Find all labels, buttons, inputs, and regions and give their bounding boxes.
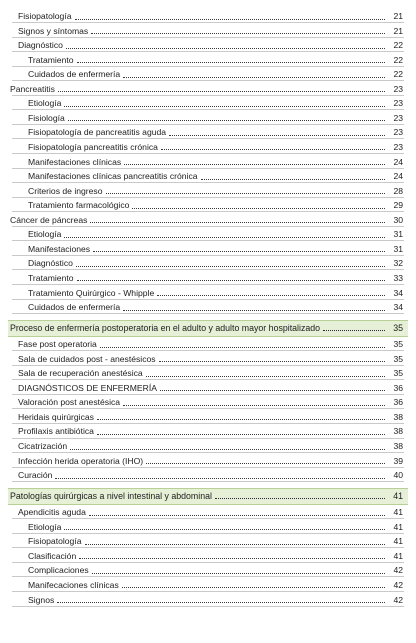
dot-leader <box>92 573 385 574</box>
toc-entry-curacion[interactable] <box>0 467 416 481</box>
dot-leader <box>132 208 385 209</box>
toc-entry-title: Valoración post anestésica <box>18 397 121 408</box>
toc-entry-title: Tratamiento <box>28 272 74 283</box>
toc-entry-title: Fisiología <box>28 112 65 123</box>
dot-leader <box>93 251 385 252</box>
toc-entry-title: Curación <box>18 470 53 481</box>
toc-entry-page-number: 23 <box>393 112 403 123</box>
toc-entry-etiologia[interactable] <box>0 519 416 533</box>
toc-entry-fase-post-operatoria[interactable] <box>0 336 416 350</box>
dot-leader <box>124 164 385 165</box>
toc-entry-title: Criterios de ingreso <box>28 185 103 196</box>
dot-leader <box>146 463 385 464</box>
dot-leader <box>123 310 385 311</box>
toc-entry-cuidados-de-enfermeria[interactable] <box>0 299 416 313</box>
row-divider <box>12 313 404 314</box>
toc-entry-signos[interactable] <box>0 592 416 606</box>
toc-entry-valoracion-post-anestesica[interactable] <box>0 394 416 408</box>
toc-entry-page-number: 36 <box>393 382 403 393</box>
toc-entry-complicaciones[interactable] <box>0 562 416 576</box>
toc-entry-page-number: 32 <box>393 258 403 269</box>
dot-leader <box>161 149 385 150</box>
toc-entry-title: Signos <box>28 594 55 605</box>
toc-entry-title: Signos y síntomas <box>18 25 89 36</box>
toc-entry-page-number: 31 <box>393 229 403 240</box>
dot-leader <box>79 558 385 559</box>
dot-leader <box>77 280 385 281</box>
dot-leader <box>201 179 385 180</box>
dot-leader <box>169 135 385 136</box>
row-divider <box>12 606 404 607</box>
dot-leader <box>90 222 385 223</box>
toc-entry-page-number: 41 <box>393 550 403 561</box>
toc-entry-page-number: 39 <box>393 455 403 466</box>
toc-entry-page-number: 28 <box>393 185 403 196</box>
toc-entry-page-number: 34 <box>393 302 403 312</box>
dot-leader <box>76 266 385 267</box>
toc-entry-sala-de-cuidados-post-anestesicos[interactable] <box>0 351 416 365</box>
toc-entry-manifestaciones[interactable] <box>0 241 416 255</box>
dot-leader <box>64 106 385 107</box>
dot-leader <box>58 91 385 92</box>
toc-entry-title: Manifecaciones clínicas <box>28 579 119 590</box>
toc-entry-title: Cuidados de enfermería <box>28 302 121 312</box>
toc-entry-page-number: 41 <box>393 490 403 501</box>
toc-entry-title: Profilaxis antibiótica <box>18 426 94 437</box>
dot-leader <box>64 237 385 238</box>
toc-entry-title: Fisiopatología pancreatitis crónica <box>28 141 158 152</box>
toc-entry-infeccion-herida-operatoria-iho[interactable] <box>0 453 416 467</box>
toc-entry-title: Cáncer de páncreas <box>10 214 88 225</box>
toc-entry-page-number: 29 <box>393 200 403 211</box>
toc-entry-tratamiento-quirurgico-whipple[interactable] <box>0 285 416 299</box>
dot-leader <box>89 515 385 516</box>
toc-entry-fisiopatologia[interactable] <box>0 533 416 547</box>
toc-entry-page-number: 21 <box>393 25 403 36</box>
toc-entry-profilaxis-antibiotica[interactable] <box>0 423 416 437</box>
toc-entry-title: Fase post operatoria <box>18 339 97 350</box>
toc-entry-page-number: 38 <box>393 426 403 437</box>
dot-leader <box>323 330 385 331</box>
toc-entry-manifestaciones-clinicas-pancreatitis-cr[interactable] <box>0 168 416 182</box>
toc-entry-page-number: 23 <box>393 83 403 94</box>
toc-entry-page-number: 35 <box>393 368 403 379</box>
toc-section-patologias-quirurgicas-a-nivel-intestina[interactable] <box>0 488 416 502</box>
toc-entry-title: Tratamiento <box>28 54 74 65</box>
dot-leader <box>100 347 385 348</box>
toc-entry-title: Tratamiento farmacológico <box>28 200 130 211</box>
toc-entry-diagnostico[interactable] <box>0 255 416 269</box>
toc-entry-cancer-de-pancreas[interactable] <box>0 212 416 226</box>
toc-entry-title: Heridais quirúrgicas <box>18 411 94 422</box>
dot-leader <box>160 390 385 391</box>
toc-entry-page-number: 23 <box>393 127 403 138</box>
toc-entry-page-number: 42 <box>393 579 403 590</box>
row-divider <box>12 481 404 482</box>
toc-entry-title: Pancreatitis <box>10 83 55 94</box>
toc-entry-clasificacion[interactable] <box>0 548 416 562</box>
toc-entry-etiologia[interactable] <box>0 95 416 109</box>
toc-entry-page-number: 22 <box>393 40 403 51</box>
toc-entry-cuidados-de-enfermeria[interactable] <box>0 66 416 80</box>
toc-entry-title: Apendicitis aguda <box>18 507 86 518</box>
toc-entry-fisiopatologia[interactable] <box>0 8 416 22</box>
dot-leader <box>106 193 385 194</box>
toc-entry-title: Cicatrización <box>18 441 68 451</box>
dot-leader <box>55 478 385 479</box>
toc-entry-page-number: 24 <box>393 156 403 167</box>
toc-entry-page-number: 35 <box>393 339 403 350</box>
toc-entry-page-number: 35 <box>393 353 403 364</box>
toc-entry-sala-de-recuperacion-anestesica[interactable] <box>0 365 416 379</box>
dot-leader <box>215 498 385 499</box>
toc-entry-title: DIAGNÓSTICOS DE ENFERMERÍA <box>18 382 157 393</box>
toc-entry-page-number: 36 <box>393 397 403 408</box>
toc-entry-title: Etiología <box>28 98 62 109</box>
dot-leader <box>123 77 385 78</box>
toc-entry-page-number: 38 <box>393 411 403 422</box>
dot-leader <box>159 361 385 362</box>
dot-leader <box>66 48 385 49</box>
toc-entry-title: Etiología <box>28 521 62 532</box>
dot-leader <box>91 33 385 34</box>
toc-entry-title: Fisiopatología de pancreatitis aguda <box>28 127 167 138</box>
dot-leader <box>97 434 385 435</box>
toc-entry-criterios-de-ingreso[interactable] <box>0 183 416 197</box>
dot-leader <box>75 19 385 20</box>
toc-entry-title: Manifestaciones clínicas pancreatitis crónica <box>28 171 198 182</box>
toc-entry-tratamiento[interactable] <box>0 270 416 284</box>
toc-entry-page-number: 22 <box>393 69 403 80</box>
toc-entry-pancreatitis[interactable] <box>0 81 416 95</box>
toc-entry-manifecaciones-clinicas[interactable] <box>0 577 416 591</box>
toc-entry-title: Proceso de enfermería postoperatoria en el adulto y adulto mayor hospitalizado <box>10 322 321 333</box>
dot-leader <box>97 419 385 420</box>
toc-entry-apendicitis-aguda[interactable] <box>0 504 416 518</box>
toc-entry-diagnostico[interactable] <box>0 37 416 51</box>
toc-entry-page-number: 24 <box>393 171 403 182</box>
toc-entry-page-number: 40 <box>393 470 403 481</box>
toc-entry-page-number: 21 <box>393 11 403 21</box>
toc-entry-page-number: 31 <box>393 243 403 254</box>
toc-entry-signos-y-sintomas[interactable] <box>0 23 416 37</box>
toc-entry-cicatrizacion[interactable] <box>0 438 416 452</box>
toc-entry-heridais-quirurgicas[interactable] <box>0 409 416 423</box>
toc-entry-diagnosticos-de-enfermeria[interactable] <box>0 380 416 394</box>
toc-entry-title: Patologías quirúrgicas a nivel intestinal y abdominal <box>10 490 212 501</box>
toc-entry-title: Diagnóstico <box>28 258 73 269</box>
toc-entry-title: Manifestaciones clínicas <box>28 156 122 167</box>
toc-entry-page-number: 33 <box>393 272 403 283</box>
toc-entry-title: Fisiopatología <box>28 536 82 547</box>
toc-entry-title: Clasificación <box>28 550 77 561</box>
toc-entry-title: Fisiopatología <box>18 11 72 21</box>
toc-entry-title: Tratamiento Quirúrgico - Whipple <box>28 287 155 298</box>
toc-entry-page-number: 41 <box>393 521 403 532</box>
toc-entry-title: Etiología <box>28 229 62 240</box>
dot-leader <box>146 376 385 377</box>
dot-leader <box>77 62 385 63</box>
toc-entry-title: Manifestaciones <box>28 243 91 254</box>
toc-entry-title: Sala de recuperación anestésica <box>18 368 143 379</box>
dot-leader <box>85 544 385 545</box>
toc-entry-page-number: 41 <box>393 507 403 518</box>
dot-leader <box>157 295 385 296</box>
toc-entry-title: Complicaciones <box>28 565 89 576</box>
toc-entry-page-number: 35 <box>393 322 403 333</box>
dot-leader <box>64 529 385 530</box>
dot-leader <box>57 602 385 603</box>
toc-entry-title: Infección herida operatoria (IHO) <box>18 455 144 466</box>
dot-leader <box>123 405 385 406</box>
toc-entry-title: Diagnóstico <box>18 40 63 51</box>
toc-entry-manifestaciones-clinicas[interactable] <box>0 154 416 168</box>
toc-entry-tratamiento[interactable] <box>0 52 416 66</box>
toc-entry-page-number: 42 <box>393 594 403 605</box>
toc-entry-page-number: 30 <box>393 214 403 225</box>
dot-leader <box>122 587 385 588</box>
toc-entry-page-number: 23 <box>393 141 403 152</box>
toc-entry-page-number: 42 <box>393 565 403 576</box>
toc-entry-fisiopatologia-pancreatitis-cronica[interactable] <box>0 139 416 153</box>
toc-entry-fisiologia[interactable] <box>0 110 416 124</box>
toc-entry-page-number: 34 <box>393 287 403 298</box>
toc-entry-page-number: 38 <box>393 441 403 451</box>
toc-section-proceso-de-enfermeria-postoperatoria-en-[interactable] <box>0 320 416 334</box>
toc-entry-etiologia[interactable] <box>0 226 416 240</box>
dot-leader <box>68 120 385 121</box>
toc-entry-title: Sala de cuidados post - anestésicos <box>18 353 156 364</box>
toc-entry-page-number: 22 <box>393 54 403 65</box>
dot-leader <box>70 449 385 450</box>
toc-entry-title: Cuidados de enfermería <box>28 69 121 80</box>
toc-entry-fisiopatologia-de-pancreatitis-aguda[interactable] <box>0 124 416 138</box>
toc-entry-page-number: 23 <box>393 98 403 109</box>
toc-entry-page-number: 41 <box>393 536 403 547</box>
toc-entry-tratamiento-farmacologico[interactable] <box>0 197 416 211</box>
